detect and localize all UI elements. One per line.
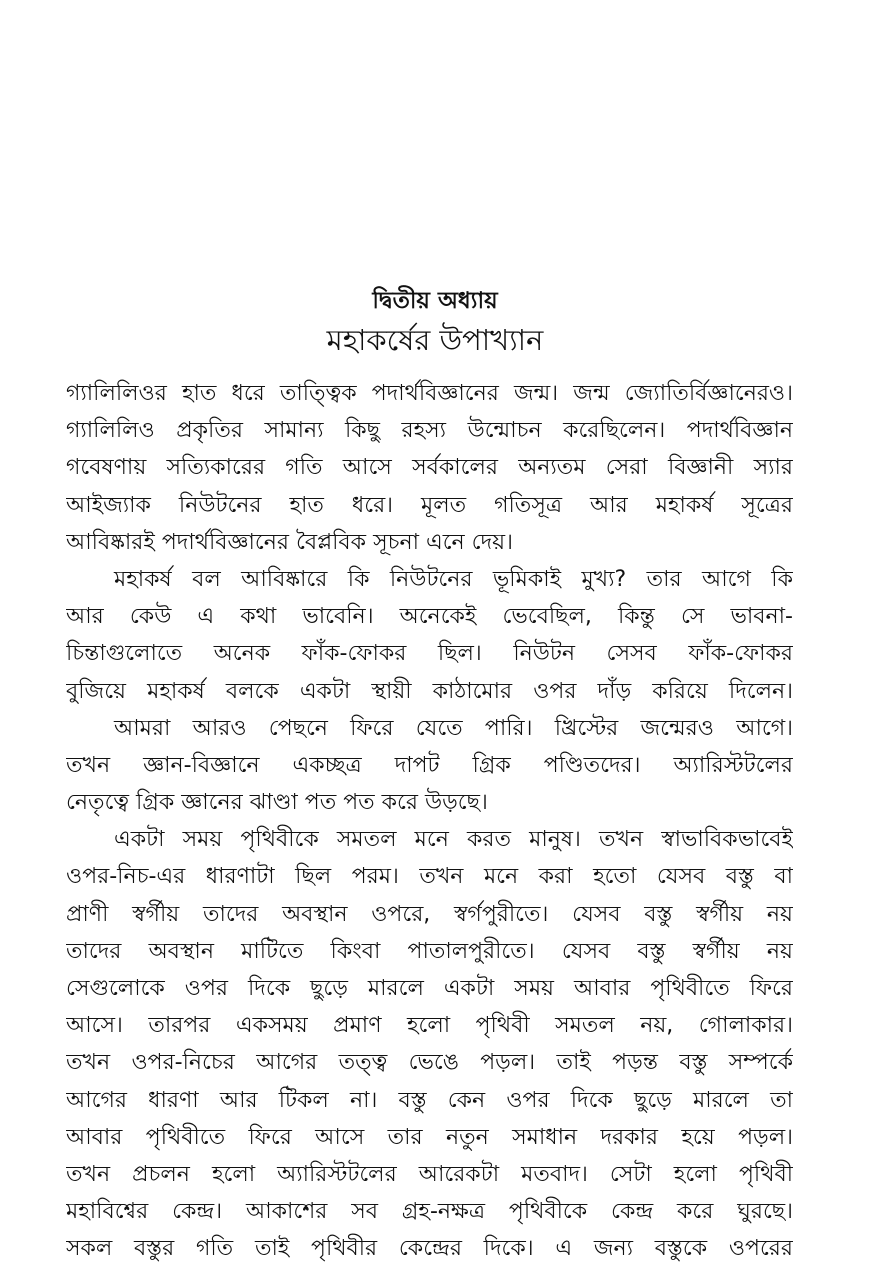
text-line: তখন জ্ঞান-বিজ্ঞানে একচ্ছত্র দাপট গ্রিক পণ্ডিতদের। অ্যারিস্টটলের (66, 752, 793, 778)
text-line: ওপর-নিচ-এর ধারণাটা ছিল পরম। তখন মনে করা হতো যেসব বস্তু বা (66, 864, 793, 890)
text-line: নেতৃত্বে গ্রিক জ্ঞানের ঝাণ্ডা পত পত করে উড়ছে। (66, 790, 488, 816)
text-line: আমরা আরও পেছনে ফিরে যেতে পারি। খ্রিস্টের জন্মেরও আগে। (114, 715, 793, 741)
text-line: মহাকর্ষ বল আবিষ্কারে কি নিউটনের ভূমিকাই মুখ্য? তার আগে কি (114, 566, 793, 592)
text-line: তাদের অবস্থান মাটিতে কিংবা পাতালপুরীতে। যেসব বস্তু স্বর্গীয় নয় (66, 938, 793, 964)
text-line: গ্যালিলিও প্রকৃতির সামান্য কিছু রহস্য উন্মোচন করেছিলেন। পদার্থবিজ্ঞান (66, 418, 793, 444)
text-line: আসে। তারপর একসময় প্রমাণ হলো পৃথিবী সমতল নয়, গোলাকার। (66, 1013, 793, 1039)
text-line: একটা সময় পৃথিবীকে সমতল মনে করত মানুষ। তখন স্বাভাবিকভাবেই (114, 827, 793, 853)
text-line: আগের ধারণা আর টিকল না। বস্তু কেন ওপর দিকে ছুড়ে মারলে তা (66, 1087, 793, 1113)
text-line: আর কেউ এ কথা ভাবেনি। অনেকেই ভেবেছিল, কিন্তু সে ভাবনা- (66, 604, 793, 630)
text-line: আইজ্যাক নিউটনের হাত ধরে। মূলত গতিসূত্র আর মহাকর্ষ সূত্রের (66, 492, 793, 518)
text-line: গ্যালিলিওর হাত ধরে তাত্ত্বিক পদার্থবিজ্ঞানের জন্ম। জন্ম জ্যোতির্বিজ্ঞানেরও। (66, 381, 793, 406)
text-line: তখন ওপর-নিচের আগের তত্ত্ব ভেঙে পড়ল। তাই পড়ন্ত বস্তু সম্পর্কে (66, 1050, 793, 1076)
chapter-title: মহাকর্ষের উপাখ্যান (326, 323, 544, 357)
text-line: সকল বস্তুর গতি তাই পৃথিবীর কেন্দ্রের দিকে। এ জন্য বস্তুকে ওপরের (66, 1236, 793, 1262)
text-line: চিন্তাগুলোতে অনেক ফাঁক-ফোকর ছিল। নিউটন সেসব ফাঁক-ফোকর (66, 641, 793, 667)
text-line: বুজিয়ে মহাকর্ষ বলকে একটা স্থায়ী কাঠামোর ওপর দাঁড় করিয়ে দিলেন। (66, 678, 793, 704)
text-line: আবিষ্কারই পদার্থবিজ্ঞানের বৈপ্লবিক সূচনা এনে দেয়। (66, 529, 513, 555)
text-line: প্রাণী স্বর্গীয় তাদের অবস্থান ওপরে, স্বর্গপুরীতে। যেসব বস্তু স্বর্গীয় নয় (66, 901, 793, 927)
body-text (66, 375, 793, 1268)
text-line: মহাবিশ্বের কেন্দ্র। আকাশের সব গ্রহ-নক্ষত্র পৃথিবীকে কেন্দ্র করে ঘুরছে। (66, 1199, 793, 1225)
chapter-number: দ্বিতীয় অধ্যায় (372, 288, 498, 314)
text-line: তখন প্রচলন হলো অ্যারিস্টটলের আরেকটা মতবাদ। সেটা হলো পৃথিবী (66, 1161, 793, 1187)
text-line: সেগুলোকে ওপর দিকে ছুড়ে মারলে একটা সময় আবার পৃথিবীতে ফিরে (66, 976, 793, 1001)
text-line: আবার পৃথিবীতে ফিরে আসে তার নতুন সমাধান দরকার হয়ে পড়ল। (66, 1124, 793, 1150)
text-line: গবেষণায় সত্যিকারের গতি আসে সর্বকালের অন্যতম সেরা বিজ্ঞানী স্যার (66, 455, 793, 481)
